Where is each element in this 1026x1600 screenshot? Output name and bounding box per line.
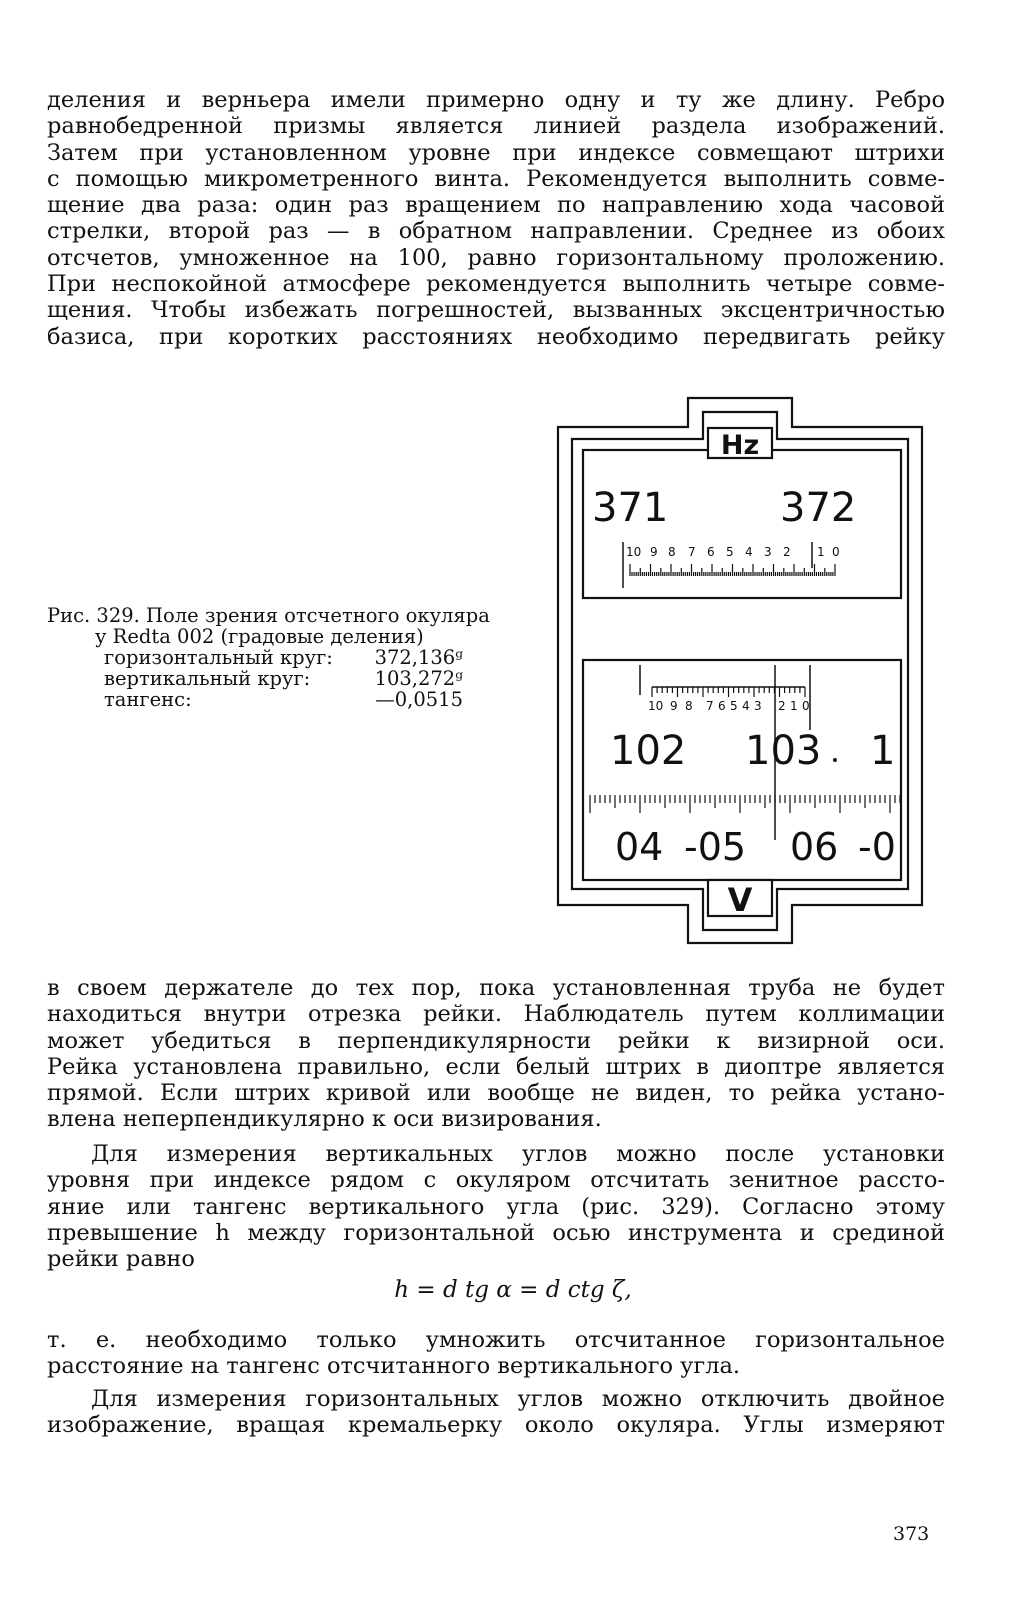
text-line: т. е. необходимо только умножить отсчитанное горизонтальное	[47, 1327, 945, 1353]
caption-row-key: вертикальный круг:	[104, 667, 311, 690]
hz-number: 372	[780, 485, 857, 531]
text-line: прямой. Если штрих кривой или вообще не виден, то рейка устано-	[47, 1080, 945, 1107]
v-number: 1	[870, 728, 896, 774]
text-line: влена неперпендикулярно к оси визирования.	[47, 1106, 602, 1133]
hz-vernier-digit: 6	[707, 545, 715, 559]
v-number: 102	[610, 728, 687, 774]
text-line: деления и верньера имели примерно одну и ту же длину. Ребро	[47, 87, 945, 113]
text-line: равнобедренной призмы является линией раздела изображений.	[47, 113, 945, 140]
paragraph-4	[47, 1327, 945, 1380]
text-line: превышение h между горизонтальной осью инструмента и срединой	[47, 1219, 945, 1246]
v-vernier-digit: 1	[790, 699, 798, 713]
eyepiece-figure	[540, 390, 940, 960]
hz-vernier-digit: 10	[626, 545, 642, 559]
text-line: яние или тангенс вертикального угла (рис. 329). Согласно этому	[47, 1193, 945, 1220]
caption-subtitle: у Redta 002 (градовые деления)	[95, 625, 424, 648]
text-line: стрелки, второй раз — в обратном направлении. Среднее из обоих	[47, 218, 945, 245]
tangent-number: -05	[684, 825, 747, 869]
text-line: При неспокойной атмосфере рекомендуется выполнить четыре совме-	[47, 271, 945, 298]
text-line: с помощью микрометренного винта. Рекомендуется выполнить совме-	[47, 165, 945, 192]
text-line: может убедиться в перпендикулярности рейки к визирной оси.	[47, 1027, 945, 1054]
tangent-number: -0	[858, 825, 896, 869]
caption-row-value: —0,0515	[375, 688, 463, 711]
text-line: отсчетов, умноженное на 100, равно горизонтальному проложению.	[47, 244, 945, 271]
hz-vernier-digit: 0	[832, 545, 840, 559]
v-vernier-digit: 8	[685, 699, 693, 713]
page-number: 373	[893, 1523, 930, 1545]
caption-title: Рис. 329. Поле зрения отсчетного окуляра	[47, 604, 490, 627]
text-line: щение два раза: один раз вращением по направлению хода часовой	[47, 192, 945, 219]
text-line: щения. Чтобы избежать погрешностей, вызванных эксцентричностью	[47, 297, 945, 324]
top-paragraph	[47, 87, 945, 350]
tangent-tick-scale	[590, 795, 900, 813]
v-vernier-digit: 0	[802, 699, 810, 713]
text-line: в своем держателе до тех пор, пока установленная труба не будет	[47, 975, 945, 1001]
hz-vernier-digit: 4	[745, 545, 753, 559]
text-line: базиса, при коротких расстояниях необходимо передвигать рейку	[47, 323, 945, 350]
hz-label: Hz	[720, 430, 760, 461]
v-vernier-digit: 4	[742, 699, 750, 713]
text-line: рейки равно	[47, 1246, 195, 1273]
v-vernier-digit: 9	[670, 699, 678, 713]
text-line: Рейка установлена правильно, если белый штрих в диоптре является	[47, 1053, 945, 1080]
hz-vernier-digit: 5	[726, 545, 734, 559]
text-line: Затем при установленном уровне при индексе совмещают штрихи	[47, 139, 945, 166]
v-vernier-digit: 7	[706, 699, 714, 713]
caption-row-value: 103,272ᵍ	[374, 667, 463, 690]
caption-row-value: 372,136ᵍ	[374, 646, 463, 669]
caption-row	[47, 647, 490, 668]
tangent-number: 04	[615, 825, 664, 869]
text-line: изображение, вращая кремальерку около окуляра. Углы измеряют	[47, 1412, 945, 1439]
paragraph-3	[47, 1141, 945, 1272]
tangent-number: 06	[790, 825, 839, 869]
caption-row-key: горизонтальный круг:	[104, 646, 333, 669]
hz-vernier-digit: 8	[668, 545, 676, 559]
caption-row-key: тангенс:	[104, 688, 192, 711]
hz-vernier-digit: 3	[764, 545, 772, 559]
hz-vernier-digit: 7	[688, 545, 696, 559]
text-line: Для измерения вертикальных углов можно после установки	[91, 1141, 945, 1167]
hz-vernier-digit: 2	[783, 545, 791, 559]
text-line: уровня при индексе рядом с окуляром отсчитать зенитное рассто-	[47, 1167, 945, 1194]
v-label: V	[727, 881, 753, 919]
figure-caption	[47, 605, 490, 710]
v-vernier-scale	[652, 687, 805, 697]
text-line: расстояние на тангенс отсчитанного вертикального угла.	[47, 1353, 741, 1380]
hz-number: 371	[592, 485, 669, 531]
v-vernier-digit: 3	[754, 699, 762, 713]
hz-vernier-digit: 1	[817, 545, 825, 559]
formula: h = d tg α = d ctg ζ,	[394, 1277, 632, 1303]
v-vernier-digit: 6	[718, 699, 726, 713]
v-vernier-digit: 10	[648, 699, 664, 713]
hz-tick-scale	[630, 564, 835, 576]
v-vernier-digit: 5	[730, 699, 738, 713]
text-line: находиться внутри отрезка рейки. Наблюдатель путем коллимации	[47, 1001, 945, 1028]
paragraph-5	[47, 1386, 945, 1439]
caption-row	[47, 668, 490, 689]
hz-vernier-digit: 9	[650, 545, 658, 559]
v-number: 103	[745, 728, 822, 774]
text-line: Для измерения горизонтальных углов можно отключить двойное	[91, 1386, 945, 1412]
caption-row	[47, 689, 490, 710]
v-vernier-digit: 2	[778, 699, 786, 713]
paragraph-2	[47, 975, 945, 1133]
